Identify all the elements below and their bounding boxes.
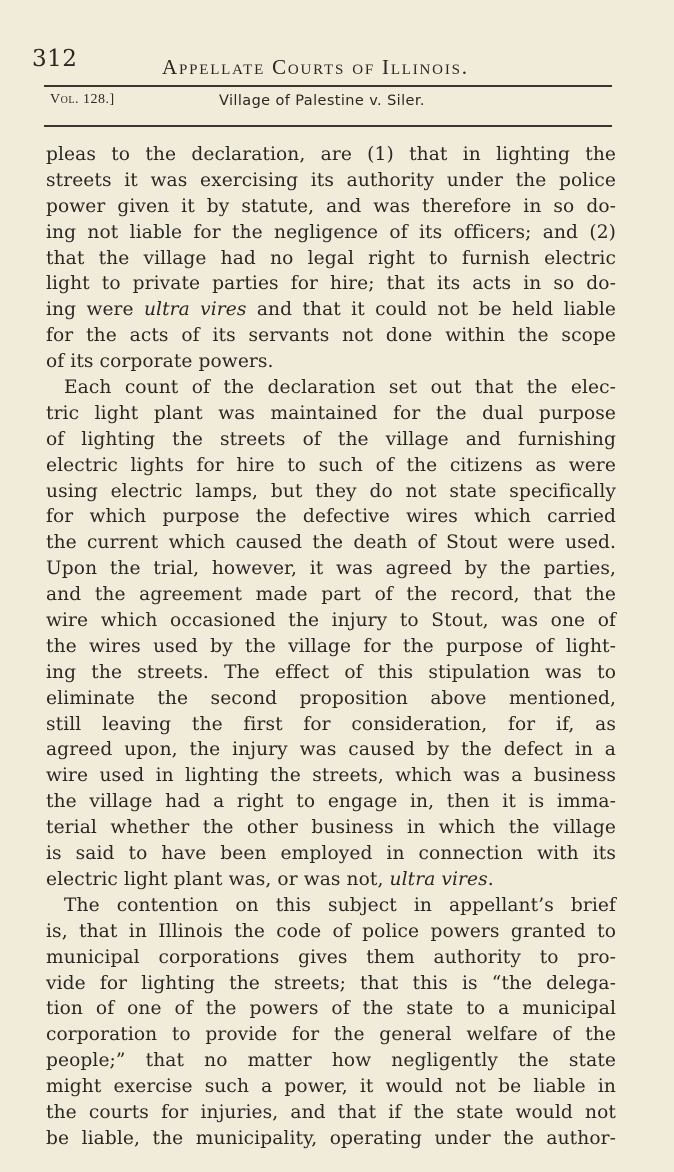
text-segment: ing not liable for the negligence of its officers; and (2): [46, 221, 616, 243]
text-segment: is, that in Illinois the code of police powers granted to: [46, 920, 616, 942]
header-rule-top: [44, 85, 612, 87]
text-segment: be liable, the municipality, operating under the author-: [46, 1127, 616, 1149]
text-line: [46, 1126, 616, 1152]
body-text: [46, 142, 616, 1152]
text-line: [46, 686, 616, 712]
text-line: [46, 504, 616, 530]
case-title: Village of Palestine v. Siler.: [219, 93, 425, 109]
text-segment: and the agreement made part of the record, that the: [46, 584, 616, 606]
text-segment: The contention on this subject in appellant’s brief: [64, 894, 616, 916]
text-segment: ing the streets. The effect of this stipulation was to: [46, 661, 616, 683]
text-segment: Each count of the declaration set out that the elec-: [64, 377, 616, 399]
text-segment: streets it was exercising its authority under the police: [46, 169, 616, 191]
text-segment: of its corporate powers.: [46, 351, 274, 373]
text-segment: using electric lamps, but they do not state specifically: [46, 480, 616, 502]
text-line: [46, 712, 616, 738]
text-segment: vide for lighting the streets; that this is “the delega-: [46, 972, 616, 994]
text-segment: ing were: [46, 299, 144, 321]
text-line: [46, 556, 616, 582]
volume-number: Vol. 128.]: [50, 92, 115, 107]
text-line: [46, 453, 616, 479]
text-segment: eliminate the second proposition above mentioned,: [46, 687, 616, 709]
text-segment: Upon the trial, however, it was agreed by the parties,: [46, 558, 616, 580]
text-segment: agreed upon, the injury was caused by the defect in a: [46, 739, 616, 761]
text-line: [46, 401, 616, 427]
text-line: [46, 634, 616, 660]
text-segment: the current which caused the death of Stout were used.: [46, 532, 616, 554]
text-line: [46, 945, 616, 971]
text-segment: electric lights for hire to such of the citizens as were: [46, 454, 616, 476]
running-head: Appellate Courts of Illinois.: [162, 55, 469, 79]
text-line: [46, 1074, 616, 1100]
text-segment: still leaving the first for consideration, for if, as: [46, 713, 616, 735]
text-segment: is said to have been employed in connection with its: [46, 843, 616, 865]
text-line: [46, 427, 616, 453]
text-segment: municipal corporations gives them authority to pro-: [46, 946, 616, 968]
text-line: [46, 142, 616, 168]
text-line: [46, 608, 616, 634]
text-line: [46, 996, 616, 1022]
text-segment: and that it could not be held liable: [246, 299, 616, 321]
text-line: [46, 168, 616, 194]
text-segment: the village had a right to engage in, then it is imma-: [46, 791, 616, 813]
text-line: [46, 971, 616, 997]
text-line: [46, 246, 616, 272]
text-line: [46, 1100, 616, 1126]
text-line: [46, 919, 616, 945]
text-segment: tric light plant was maintained for the dual purpose: [46, 402, 616, 424]
text-segment: for which purpose the defective wires which carried: [46, 506, 616, 528]
text-line: [46, 1048, 616, 1074]
text-line: [46, 1022, 616, 1048]
text-line: [46, 841, 616, 867]
text-segment: tion of one of the powers of the state to a municipal: [46, 998, 616, 1020]
text-segment: corporation to provide for the general welfare of the: [46, 1024, 616, 1046]
text-segment: might exercise such a power, it would not be liable in: [46, 1076, 616, 1098]
text-segment: for the acts of its servants not done within the scope: [46, 325, 616, 347]
text-segment: light to private parties for hire; that its acts in so do-: [46, 273, 616, 295]
text-line: [46, 582, 616, 608]
text-line: [46, 763, 616, 789]
header-rule-bottom: [44, 125, 612, 127]
text-segment: pleas to the declaration, are (1) that in lighting the: [46, 144, 616, 165]
text-segment: the courts for injuries, and that if the state would not: [46, 1101, 616, 1123]
italic-phrase: ultra vires: [389, 868, 488, 890]
text-segment: terial whether the other business in which the village: [46, 817, 616, 839]
text-segment: of lighting the streets of the village and furnishing: [46, 428, 616, 450]
text-segment: electric light plant was, or was not,: [46, 868, 390, 890]
page-number: 312: [32, 46, 78, 72]
text-segment: power given it by statute, and was therefore in so do-: [46, 195, 616, 217]
text-line: [46, 220, 616, 246]
text-line: [46, 194, 616, 220]
text-line: [46, 271, 616, 297]
text-line: [46, 893, 616, 919]
text-line: [46, 660, 616, 686]
text-line: [46, 479, 616, 505]
text-line: [46, 530, 616, 556]
italic-phrase: ultra vires: [143, 299, 247, 321]
text-line: [46, 789, 616, 815]
text-segment: people;” that no matter how negligently the state: [46, 1050, 616, 1072]
text-line: [46, 297, 616, 323]
text-line: [46, 323, 616, 349]
text-line: [46, 815, 616, 841]
text-line: [46, 737, 616, 763]
text-segment: that the village had no legal right to furnish electric: [46, 247, 616, 269]
text-segment: wire used in lighting the streets, which was a business: [46, 765, 616, 787]
text-line: [46, 375, 616, 401]
text-segment: the wires used by the village for the purpose of light-: [46, 635, 616, 657]
text-segment: wire which occasioned the injury to Stout, was one of: [46, 610, 616, 632]
text-segment: .: [487, 868, 494, 890]
text-line: [46, 867, 616, 893]
text-line: [46, 349, 616, 375]
